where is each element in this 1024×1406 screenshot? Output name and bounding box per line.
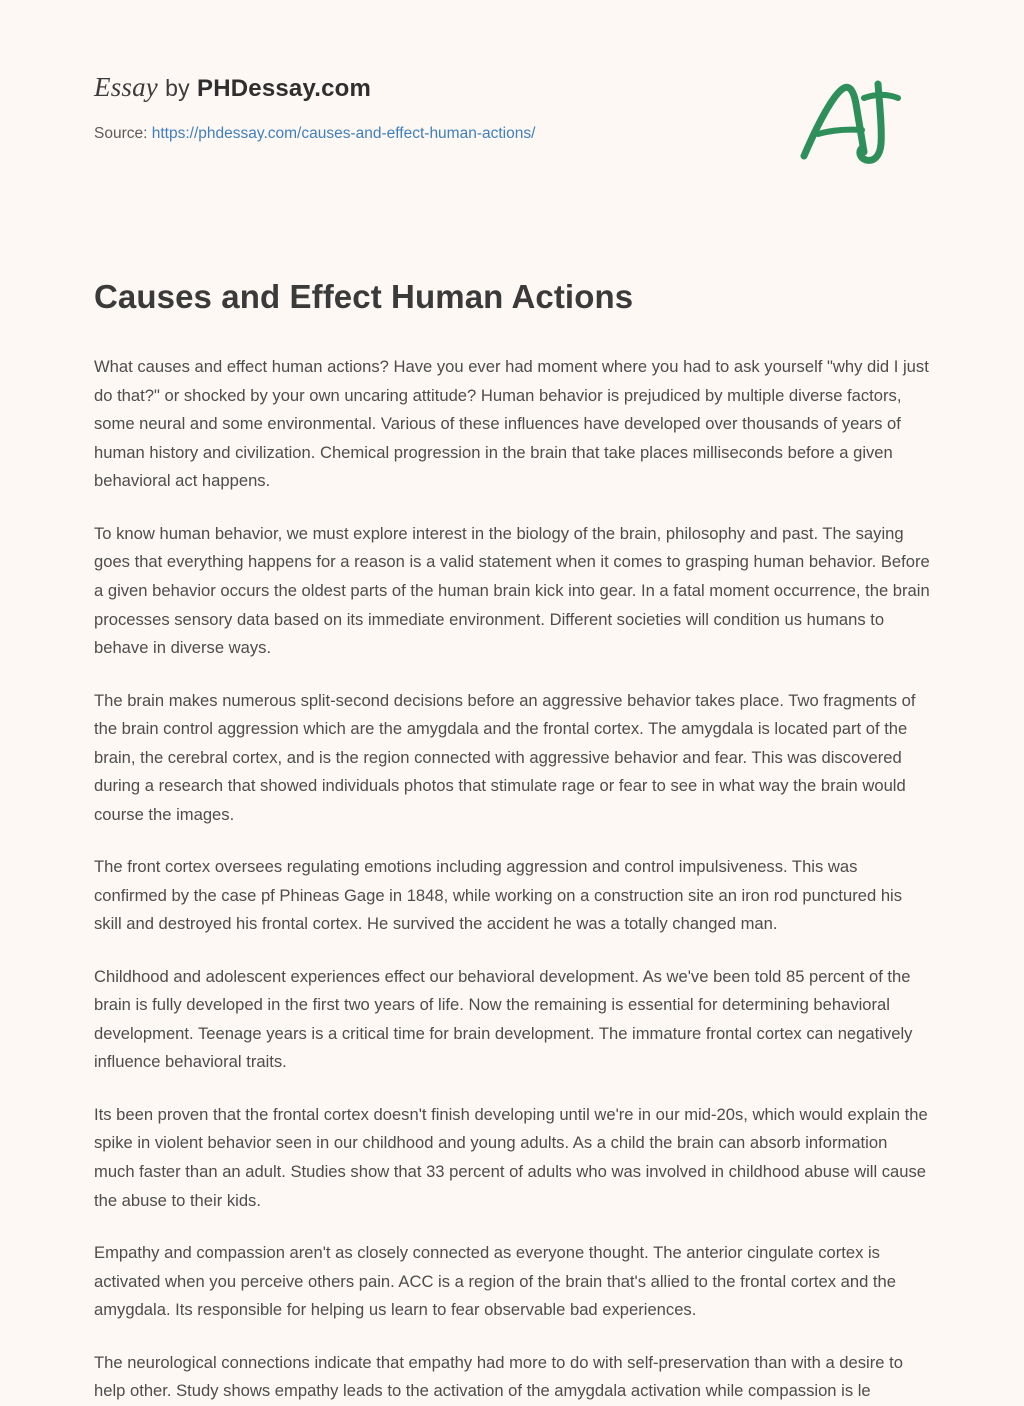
paragraph: The brain makes numerous split-second decisions before an aggressive behavior takes place. Two fragments of the brain control aggression which are the amygdala and the frontal cortex. The amygdala is located part of the brain, the cerebral cortex, and is the region connected with aggressive behavior and fear. This was discovered during a research that showed individuals photos that stimulate rage or fear to see in what way the brain would course the images. — [94, 690, 916, 824]
source-label: Source: — [94, 125, 148, 142]
brand-by-label: by — [165, 75, 190, 101]
source-url-link[interactable]: https://phdessay.com/causes-and-effect-human-actions/ — [151, 125, 536, 142]
document-header — [94, 64, 930, 184]
paragraph: To know human behavior, we must explore interest in the biology of the brain, philosophy and past. The saying goes that everything happens for a reason is a valid statement when it comes to grasping human behavior. Before a given behavior occurs the oldest parts of the human brain kick into gear. In a fatal moment occurrence, the brain processes sensory data based on its immediate environment. Different societies will condition us humans to behave in diverse ways. — [94, 523, 930, 658]
paragraph: What causes and effect human actions? Have you ever had moment where you had to ask yourself "why did I just do that?" or shocked by your own uncaring attitude? Human behavior is prejudiced by multiple diverse factors, some neural and some environmental. Various of these influences have developed over thousands of years of human history and civilization. Chemical progression in the brain that take places milliseconds before a given behavioral act happens. — [94, 357, 929, 491]
article-body — [94, 353, 930, 1405]
page-title: Causes and Effect Human Actions — [94, 278, 634, 315]
paragraph: Childhood and adolescent experiences effect our behavioral development. As we've been told 85 percent of the brain is fully developed in the first two years of life. Now the remaining is essential for determining behavioral development. Teenage years is a critical time for brain development. The immature frontal cortex can negatively influence behavioral traits. — [94, 966, 913, 1072]
phdessay-monogram-icon — [792, 74, 912, 174]
brand-essay-label: Essay — [94, 72, 158, 102]
paragraph: The front cortex oversees regulating emotions including aggression and control impulsiveness. This was confirmed by the case pf Phineas Gage in 1848, while working on a construction site an iron rod punctured his skill and destroyed his frontal cortex. He survived the accident he was a totally changed man. — [94, 857, 903, 934]
paragraph: Its been proven that the frontal cortex doesn't finish developing until we're in our mid-20s, which would explain the spike in violent behavior seen in our childhood and young adults. As a child the brain can absorb information much faster than an adult. Studies show that 33 percent of adults who was involved in childhood abuse will cause the abuse to their kids. — [94, 1104, 928, 1210]
brand-site-label: PHDessay.com — [197, 75, 372, 102]
paragraph: Empathy and compassion aren't as closely connected as everyone thought. The anterior cingulate cortex is activated when you perceive others pain. ACC is a region of the brain that's allied to the frontal cortex and the amygdala. Its responsible for helping us learn to fear observable bad experiences. — [94, 1243, 896, 1320]
paragraph: The neurological connections indicate that empathy had more to do with self-preservation than with a desire to help other. Study shows empathy leads to the activation of the amygdala activation while compassion is le — [94, 1352, 903, 1401]
